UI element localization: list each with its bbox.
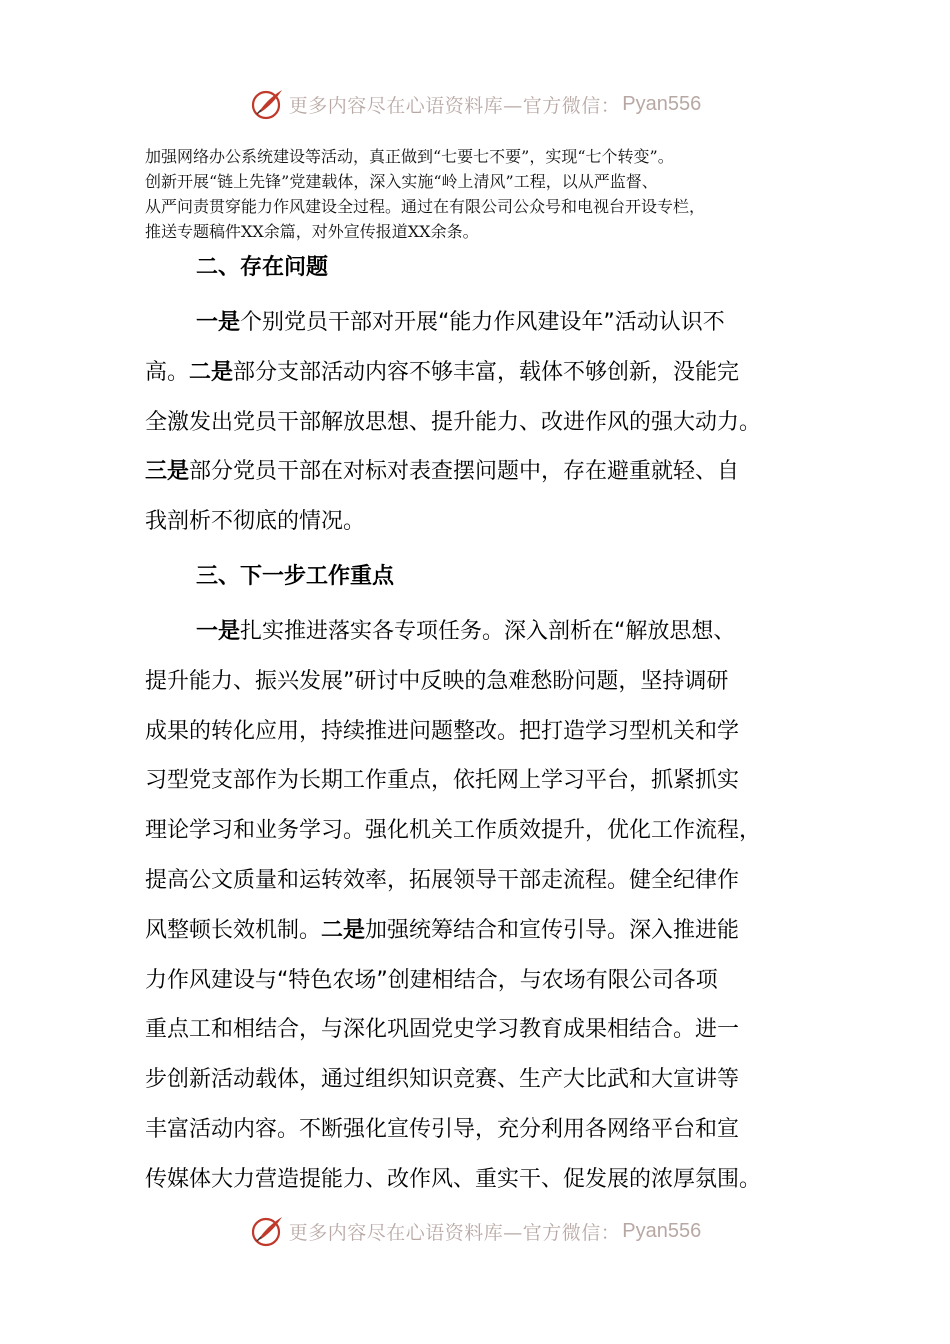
watermark-id: Pyan556 (622, 1219, 702, 1242)
line-text: 个别党员干部对开展“能力作风建设年”活动认识不 (240, 310, 725, 335)
text-line (145, 447, 810, 497)
watermark-text: 更多内容尽在心语资料库—官方微信： (288, 1221, 621, 1244)
text-line: 提高公文质量和运转效率，拓展领导干部走流程。健全纪律作 (145, 867, 740, 893)
problems-paragraph (145, 298, 810, 547)
text-line: 力作风建设与“特色农场”创建相结合，与农场有限公司各项 (145, 967, 718, 993)
text-line: 成果的转化应用，持续推进问题整改。把打造学习型机关和学 (145, 718, 740, 744)
bold-marker: 一是 (196, 310, 241, 335)
text-line: 提升能力、振兴发展”研讨中反映的急难愁盼问题，坚持调研 (145, 668, 729, 694)
document-body (145, 248, 810, 1205)
watermark-text: 更多内容尽在心语资料库—官方微信： (288, 94, 621, 117)
text-line (145, 298, 810, 348)
bold-marker: 二是 (189, 359, 234, 385)
line-text: 部分支部活动内容不够丰富，载体不够创新，没能完 (233, 359, 740, 385)
text-line: 习型党支部作为长期工作重点，依托网上学习平台，抓紧抓实 (145, 768, 740, 794)
text-line: 我剖析不彻底的情况。 (145, 509, 366, 535)
section-heading-next-steps: 三、下一步工作重点 (196, 563, 395, 589)
line-text: 高。 (145, 359, 190, 385)
line-text: 扎实推进落实各专项任务。深入剖析在“解放思想、 (240, 618, 736, 644)
text-line (145, 348, 810, 398)
bold-marker: 三是 (145, 459, 190, 485)
next-steps-paragraph (145, 607, 810, 1205)
intro-line: 创新开展“链上先锋”党建载体，深入实施“岭上清风”工程，以从严监督、 (145, 172, 658, 191)
bold-marker: 一是 (196, 618, 241, 644)
quill-logo-icon (249, 1213, 285, 1249)
intro-line: 推送专题稿件XX余篇，对外宣传报道XX余条。 (145, 222, 479, 241)
text-line: 传媒体大力营造提能力、改作风、重实干、促发展的浓厚氛围。 (145, 1166, 762, 1192)
intro-line: 加强网络办公系统建设等活动，真正做到“七要七不要”，实现“七个转变”。 (145, 147, 674, 166)
text-line (145, 906, 810, 956)
intro-line: 从严问责贯穿能力作风建设全过程。通过在有限公司公众号和电视台开设专栏， (145, 197, 706, 216)
line-text: 加强统筹结合和宣传引导。深入推进能 (365, 917, 740, 943)
text-line: 重点工和相结合，与深化巩固党史学习教育成果相结合。进一 (145, 1017, 740, 1043)
intro-paragraph (145, 144, 813, 244)
bold-marker: 二是 (321, 917, 366, 943)
watermark-id: Pyan556 (622, 92, 702, 115)
line-text: 风整顿长效机制。 (145, 917, 322, 943)
quill-logo-icon (249, 86, 285, 122)
line-text: 部分党员干部在对标对表查摆问题中，存在避重就轻、自 (189, 459, 740, 485)
text-line (145, 607, 810, 657)
footer-watermark (0, 1211, 950, 1251)
header-watermark (0, 84, 950, 124)
text-line: 全激发出党员干部解放思想、提升能力、改进作风的强大动力。 (145, 409, 762, 435)
text-line: 理论学习和业务学习。强化机关工作质效提升，优化工作流程， (145, 818, 762, 844)
text-line: 丰富活动内容。不断强化宣传引导，充分利用各网络平台和宣 (145, 1116, 740, 1142)
text-line: 步创新活动载体，通过组织知识竞赛、生产大比武和大宣讲等 (145, 1067, 740, 1093)
section-heading-problems: 二、存在问题 (196, 255, 329, 280)
